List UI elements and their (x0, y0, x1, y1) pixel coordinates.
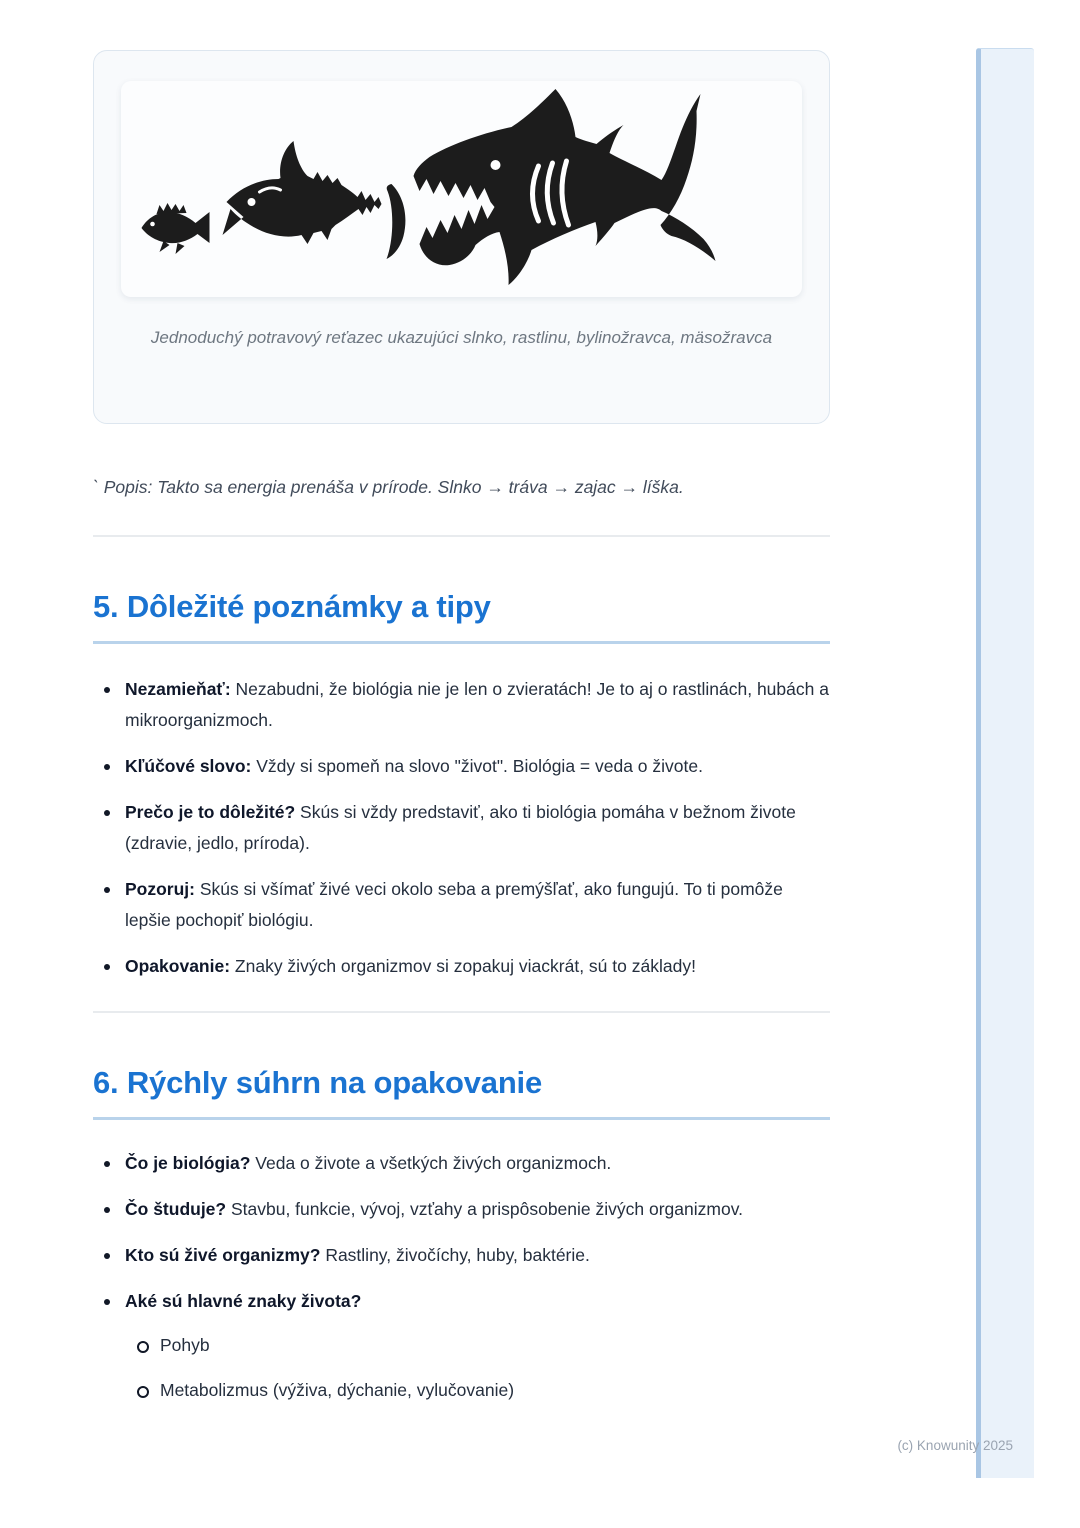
copyright-watermark: (c) Knowunity 2025 (897, 1438, 1013, 1453)
list-item (93, 1148, 830, 1179)
list-item (93, 874, 830, 936)
item-lead: Kľúčové slovo: (125, 756, 252, 776)
list-item (93, 1286, 830, 1406)
sub-list (125, 1330, 830, 1406)
item-text: Znaky živých organizmov si zopakuj viackrát, sú to základy! (230, 956, 696, 976)
item-text: Skús si všímať živé veci okolo seba a premýšľať, ako fungujú. To ti pomôže lepšie pochopiť biológiu. (125, 879, 783, 930)
divider (93, 535, 830, 537)
fish-eating-fish-svg (121, 81, 802, 297)
item-lead: Opakovanie: (125, 956, 231, 976)
item-lead: Čo študuje? (125, 1199, 227, 1219)
item-text: Rastliny, živočíchy, huby, baktérie. (320, 1245, 590, 1265)
section-heading-5: 5. Dôležité poznámky a tipy (93, 587, 830, 644)
item-lead: Prečo je to dôležité? (125, 802, 296, 822)
section-heading-6: 6. Rýchly súhrn na opakovanie (93, 1063, 830, 1120)
sub-list-item: Metabolizmus (výživa, dýchanie, vylučovanie) (125, 1375, 830, 1406)
list-item (93, 951, 830, 982)
item-text: Stavbu, funkcie, vývoj, vzťahy a prispôsobenie živých organizmov. (226, 1199, 744, 1219)
page-content (93, 0, 830, 1421)
item-text: Vždy si spomeň na slovo "život". Biológia = veda o živote. (251, 756, 703, 776)
item-text: Veda o živote a všetkých živých organizmoch. (250, 1153, 612, 1173)
figure-description: ` Popis: Takto sa energia prenáša v prírode. Slnko → tráva → zajac → líška. (93, 477, 684, 497)
figure-caption: Jednoduchý potravový reťazec ukazujúci slnko, rastlinu, bylinožravca, mäsožravca (150, 328, 773, 347)
sub-list-item: Pohyb (125, 1330, 830, 1361)
item-text: Nezabudni, že biológia nie je len o zvieratách! Je to aj o rastlinách, hubách a mikroorganizmoch. (125, 679, 829, 730)
item-lead: Pozoruj: (125, 879, 195, 899)
list-item (93, 1194, 830, 1225)
list-item (93, 674, 830, 736)
figure-card (93, 50, 830, 424)
food-chain-fish-illustration (121, 81, 802, 297)
item-lead: Kto sú živé organizmy? (125, 1245, 321, 1265)
item-text: Skús si vždy predstaviť, ako ti biológia pomáha v bežnom živote (zdravie, jedlo, príroda). (125, 802, 796, 853)
divider (93, 1011, 830, 1013)
next-page-edge-strip (976, 48, 1034, 1478)
notes-list-6 (93, 1148, 830, 1406)
list-item (93, 797, 830, 859)
item-lead: Čo je biológia? (125, 1153, 251, 1173)
item-lead: Nezamieňať: (125, 679, 231, 699)
item-lead: Aké sú hlavné znaky života? (125, 1291, 362, 1311)
notes-list-5 (93, 674, 830, 982)
list-item (93, 1240, 830, 1271)
list-item (93, 751, 830, 782)
